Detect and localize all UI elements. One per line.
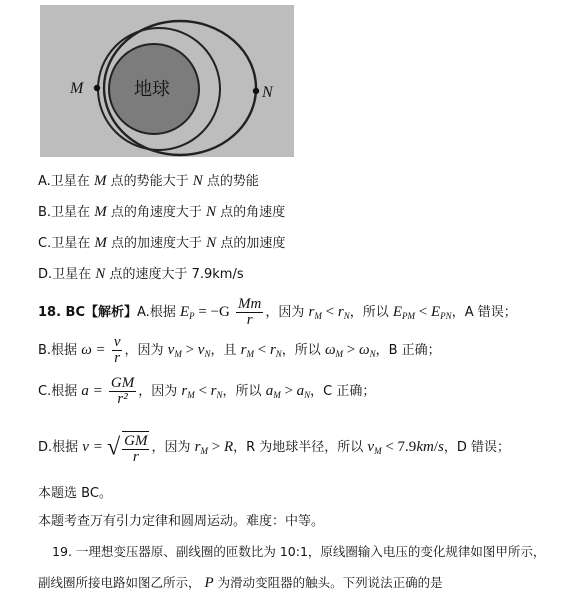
fraction-gm-over-r2: $\frac{GM}{\text{r²}}$ [110,375,135,407]
point-n-dot [253,88,259,94]
note: 本题考查万有引力定律和圆周运动。难度：中等。 [38,514,325,529]
option-a: A.卫星在 M 点的势能大于 N 点的势能 [38,173,259,189]
q19-line1: 19. 一理想变压器原、副线圈的匝数比为 10:1，原线圈输入电压的变化规律如图甲所示， [52,544,546,559]
solution-header: 18. BC【解析】 [38,305,138,320]
orbit-diagram [40,5,294,157]
option-d: D.卫星在 N 点的速度大于 7.9km/s [38,266,244,282]
solution-b: B.根据 ω = $\frac{v}{r}$ ，因为 $v_M > v_N$，且 $r_M < r_N$，所以 $\omega_M > \omega_N$，B 正确； [38,334,441,366]
point-m-dot [94,85,100,91]
solution-d: D.根据 v = √ $\frac{GM}{r}$ ，因为 $r_M > R$，R 为地球半径，所以 $v_M < 7.9km/s$，D 错误； [38,425,510,473]
fraction-v-over-r: $\frac{v}{r}$ [113,334,121,366]
q19-line2: 副线圈所接电路如图乙所示， P 为滑动变阻器的触头。下列说法正确的是 [38,575,443,591]
solution-c: C.根据 a = $\frac{GM}{\text{r²}}$ ，因为 $r_M < r_N$，所以 $a_M > a_N$，C 正确； [38,375,376,407]
orbit-figure [40,5,294,157]
conclusion: 本题选 BC。 [38,486,112,501]
option-c: C.卫星在 M 点的加速度大于 N 点的加速度 [38,235,286,251]
solution-a: 18. BC【解析】A.根据 $E_P = -G$ $\frac{Mm}{r}$ ，因为 $r_M < r_N$，所以 $E_{PM} < E_{PN}$，A 错误； [38,296,517,328]
sqrt-gm-over-r: √ $\frac{GM}{r}$ [106,432,148,465]
earth-label: 地球 [134,79,170,100]
point-n-label: N [262,84,273,101]
option-b: B.卫星在 M 点的角速度大于 N 点的角速度 [38,204,286,220]
point-m-label: M [70,80,84,97]
fraction-mm-over-r: $\frac{Mm}{r}$ [238,296,262,328]
